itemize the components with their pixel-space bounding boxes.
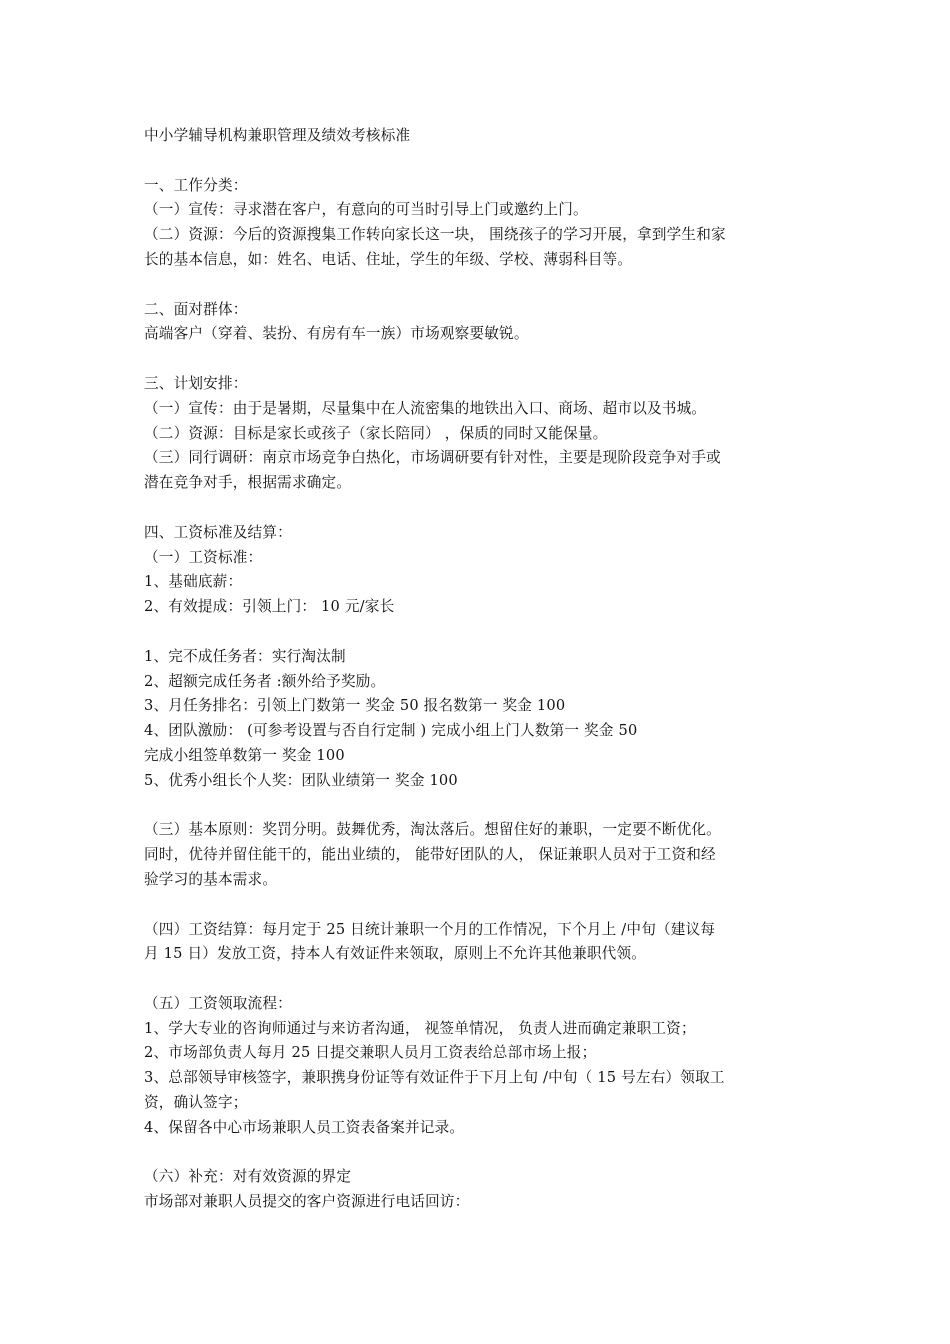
paragraph-line: 3、月任务排名：引领上门数第一 奖金 50 报名数第一 奖金 100 xyxy=(144,697,566,715)
paragraph-line: 月 15 日）发放工资，持本人有效证件来领取，原则上不允许其他兼职代领。 xyxy=(144,945,647,963)
paragraph-line: 同时，优待并留住能干的，能出业绩的， 能带好团队的人， 保证兼职人员对于工资和经 xyxy=(144,846,716,864)
blank-line xyxy=(144,149,824,174)
blank-line xyxy=(144,794,824,819)
blank-line xyxy=(144,496,824,521)
paragraph-line: 市场部对兼职人员提交的客户资源进行电话回访： xyxy=(144,1193,470,1211)
blank-line xyxy=(144,967,824,992)
paragraph-line: （一）宣传：由于是暑期，尽量集中在人流密集的地铁出入口、商场、超市以及书城。 xyxy=(144,399,707,417)
section-heading-work-categories: 一、工作分类： xyxy=(144,176,248,194)
paragraph-line: 1、基础底薪： xyxy=(144,573,243,591)
paragraph-line: 高端客户（穿着、装扮、有房有车一族）市场观察要敏锐。 xyxy=(144,325,529,343)
paragraph-line: （一）工资标准： xyxy=(144,548,263,566)
blank-line xyxy=(144,273,824,298)
paragraph-line: 资，确认签字； xyxy=(144,1094,248,1112)
section-heading-salary: 四、工资标准及结算： xyxy=(144,523,292,541)
paragraph-line: （二）资源：今后的资源搜集工作转向家长这一块， 围绕孩子的学习开展，拿到学生和家 xyxy=(144,226,726,244)
section-heading-planning: 三、计划安排： xyxy=(144,374,248,392)
paragraph-line: 完成小组签单数第一 奖金 100 xyxy=(144,746,345,764)
section-heading-salary-process: （五）工资领取流程： xyxy=(144,994,292,1012)
section-heading-supplement: （六）补充：对有效资源的界定 xyxy=(144,1168,352,1186)
paragraph-line: 3、总部领导审核签字，兼职携身份证等有效证件于下月上旬 /中旬（ 15 号左右）领取工 xyxy=(144,1069,725,1087)
blank-line xyxy=(144,1141,824,1166)
blank-line xyxy=(144,893,824,918)
section-heading-target-group: 二、面对群体： xyxy=(144,300,248,318)
paragraph-line: 1、学大专业的咨询师通过与来访者沟通， 视签单情况， 负责人进而确定兼职工资； xyxy=(144,1019,696,1037)
paragraph-line: 验学习的基本需求。 xyxy=(144,870,278,888)
blank-line xyxy=(144,620,824,645)
paragraph-line: 4、保留各中心市场兼职人员工资表备案并记录。 xyxy=(144,1118,465,1136)
document-title: 中小学辅导机构兼职管理及绩效考核标准 xyxy=(144,127,411,144)
paragraph-line: 长的基本信息，如：姓名、电话、住址，学生的年级、学校、薄弱科目等。 xyxy=(144,250,633,268)
paragraph-line: 2、市场部负责人每月 25 日提交兼职人员月工资表给总部市场上报； xyxy=(144,1044,597,1062)
paragraph-line: （一）宣传：寻求潜在客户，有意向的可当时引导上门或邀约上门。 xyxy=(144,201,588,219)
paragraph-line: 4、团队激励： (可参考设置与否自行定制 ) 完成小组上门人数第一 奖金 50 xyxy=(144,722,638,740)
paragraph-line: （二）资源：目标是家长或孩子（家长陪同） ，保质的同时又能保量。 xyxy=(144,424,608,442)
paragraph-line: （三）基本原则：奖罚分明。鼓舞优秀，淘汰落后。想留住好的兼职，一定要不断优化。 xyxy=(144,821,721,839)
paragraph-line: （三）同行调研：南京市场竞争白热化，市场调研要有针对性，主要是现阶段竞争对手或 xyxy=(144,449,721,467)
paragraph-line: （四）工资结算：每月定于 25 日统计兼职一个月的工作情况，下个月上 /中旬（建议每 xyxy=(144,920,716,938)
paragraph-line: 潜在竞争对手，根据需求确定。 xyxy=(144,474,352,492)
paragraph-line: 2、有效提成：引领上门： 10 元/家长 xyxy=(144,598,395,616)
blank-line xyxy=(144,347,824,372)
document-body xyxy=(144,124,824,1215)
paragraph-line: 5、优秀小组长个人奖：团队业绩第一 奖金 100 xyxy=(144,771,458,789)
paragraph-line: 1、完不成任务者：实行淘汰制 xyxy=(144,647,346,665)
paragraph-line: 2、超额完成任务者 :额外给予奖励。 xyxy=(144,672,386,690)
